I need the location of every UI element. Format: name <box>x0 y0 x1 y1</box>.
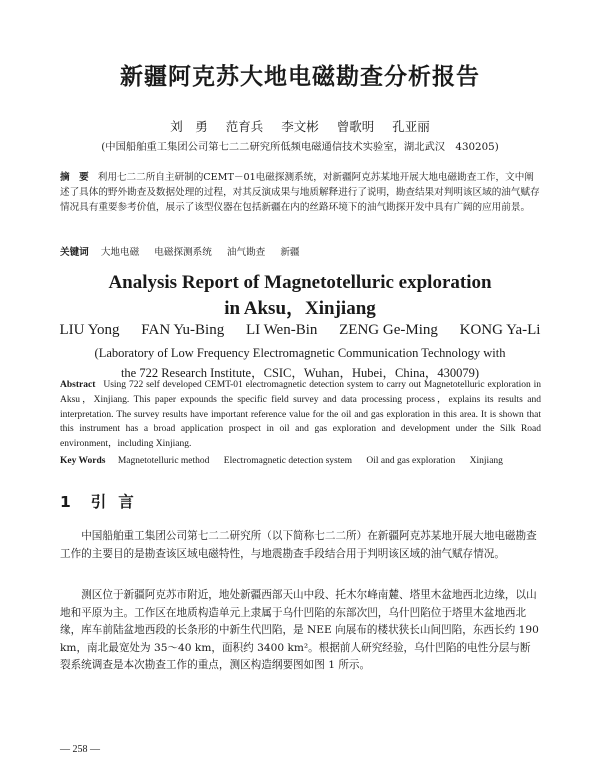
author-en-3: LI Wen-Bin <box>245 322 318 338</box>
chinese-abstract-text: 利用七二二所自主研制的CEMT－01电磁探测系统，对新疆阿克苏某地开展大地电磁勘查工作，文中阐述了具体的野外勘查及数据处理的过程，对其反演成果与地质解释进行了说明，勘查结果对判明该区域的油气赋存情况具有重要参考价值，展示了该型仪器在包括新疆在内的丝路环境下的油气勘探开发中具有广阔的应用前景。 <box>60 172 540 213</box>
chinese-abstract <box>60 170 540 215</box>
english-affiliation-line-2: the 722 Research Institute，CSIC，Wuhan，Hubei，China，430079) <box>120 366 480 380</box>
english-title <box>0 270 600 322</box>
section-1-paragraph-2: 测区位于新疆阿克苏市附近，地处新疆西部天山中段、托木尔峰南麓、塔里木盆地西北边缘，以山地和平原为主。工作区在地质构造单元上隶属于乌什凹陷的东部次凹，乌什凹陷位于塔里木盆地西北缘，库车前陆盆地西段的长条形的中新生代凹陷，是 NEE 向展布的楼状狭长山间凹陷，东西长约 190 km，南北最宽处为 35～40 km，面积约 3400 km²。根据前人研究经验，乌什凹陷的电性分层与断裂系统调查是本次勘查工作的重点，测区构造纲要图如图 1 所示。 <box>60 589 539 671</box>
keyword-en-2: Electromagnetic detection system <box>223 456 352 466</box>
chinese-affiliation: (中国船舶重工集团公司第七二二研究所低频电磁通信技术实验室，湖北武汉 430205) <box>101 141 499 153</box>
english-abstract-label: Abstract <box>60 380 96 390</box>
keyword-en-4: Xinjiang <box>469 456 503 466</box>
keyword-cn-2: 电磁探测系统 <box>154 247 212 258</box>
author-en-2: FAN Yu-Bing <box>141 322 225 338</box>
section-1-paragraph-1: 中国船舶重工集团公司第七二二研究所（以下简称七二二所）在新疆阿克苏某地开展大地电磁勘查工作的主要目的是勘查该区域电磁特性，与地震勘查手段结合用于判明该区域的油气赋存情况。 <box>60 530 537 560</box>
chinese-keywords-label: 关键词 <box>60 247 89 258</box>
english-affiliation-line-1: (Laboratory of Low Frequency Electromagnetic Communication Technology with <box>94 346 506 360</box>
english-keywords <box>60 456 541 466</box>
author-cn-4: 曾歌明 <box>336 119 375 134</box>
english-abstract <box>60 378 541 452</box>
keyword-cn-1: 大地电磁 <box>100 247 140 258</box>
chinese-authors <box>0 117 600 135</box>
author-en-5: KONG Ya-Li <box>459 322 541 338</box>
english-authors <box>0 322 600 339</box>
english-title-line-1: Analysis Report of Magnetotelluric exploration <box>108 272 492 293</box>
author-cn-2: 范育兵 <box>225 119 264 134</box>
section-1-title: 引言 <box>90 493 146 511</box>
section-1-number: 1 <box>60 493 71 511</box>
author-cn-5: 孔亚丽 <box>392 119 430 134</box>
chinese-abstract-label: 摘 要 <box>60 172 89 183</box>
keyword-cn-3: 油气勘查 <box>226 247 266 258</box>
author-en-4: ZENG Ge-Ming <box>339 322 438 338</box>
section-1-heading <box>60 490 146 512</box>
english-keywords-label: Key Words <box>60 456 106 466</box>
keyword-en-3: Oil and gas exploration <box>366 456 456 466</box>
author-cn-1: 刘 勇 <box>170 119 208 134</box>
page-number: — 258 — <box>60 744 100 755</box>
english-affiliation <box>0 343 600 383</box>
keyword-cn-4: 新疆 <box>280 247 300 258</box>
chinese-keywords <box>60 245 540 260</box>
chinese-title: 新疆阿克苏大地电磁勘查分析报告 <box>120 64 480 90</box>
keyword-en-1: Magnetotelluric method <box>117 456 210 466</box>
english-abstract-text: Using 722 self developed CEMT-01 electromagnetic detection system to carry out Magnetotelluric exploration in Aksu，Xinjiang. This paper expounds the specific field survey and data processing process，explains its results and interpretation. The survey results have important reference value for the oil and gas exploration in this area. It is shown that this instrument has a broad application prospect in oil and gas exploration and development under the Silk Road environment，including Xinjiang. <box>60 380 541 450</box>
english-title-line-2: in Aksu，Xinjiang <box>224 298 376 319</box>
author-cn-3: 李文彬 <box>281 119 319 134</box>
author-en-1: LIU Yong <box>59 322 120 338</box>
